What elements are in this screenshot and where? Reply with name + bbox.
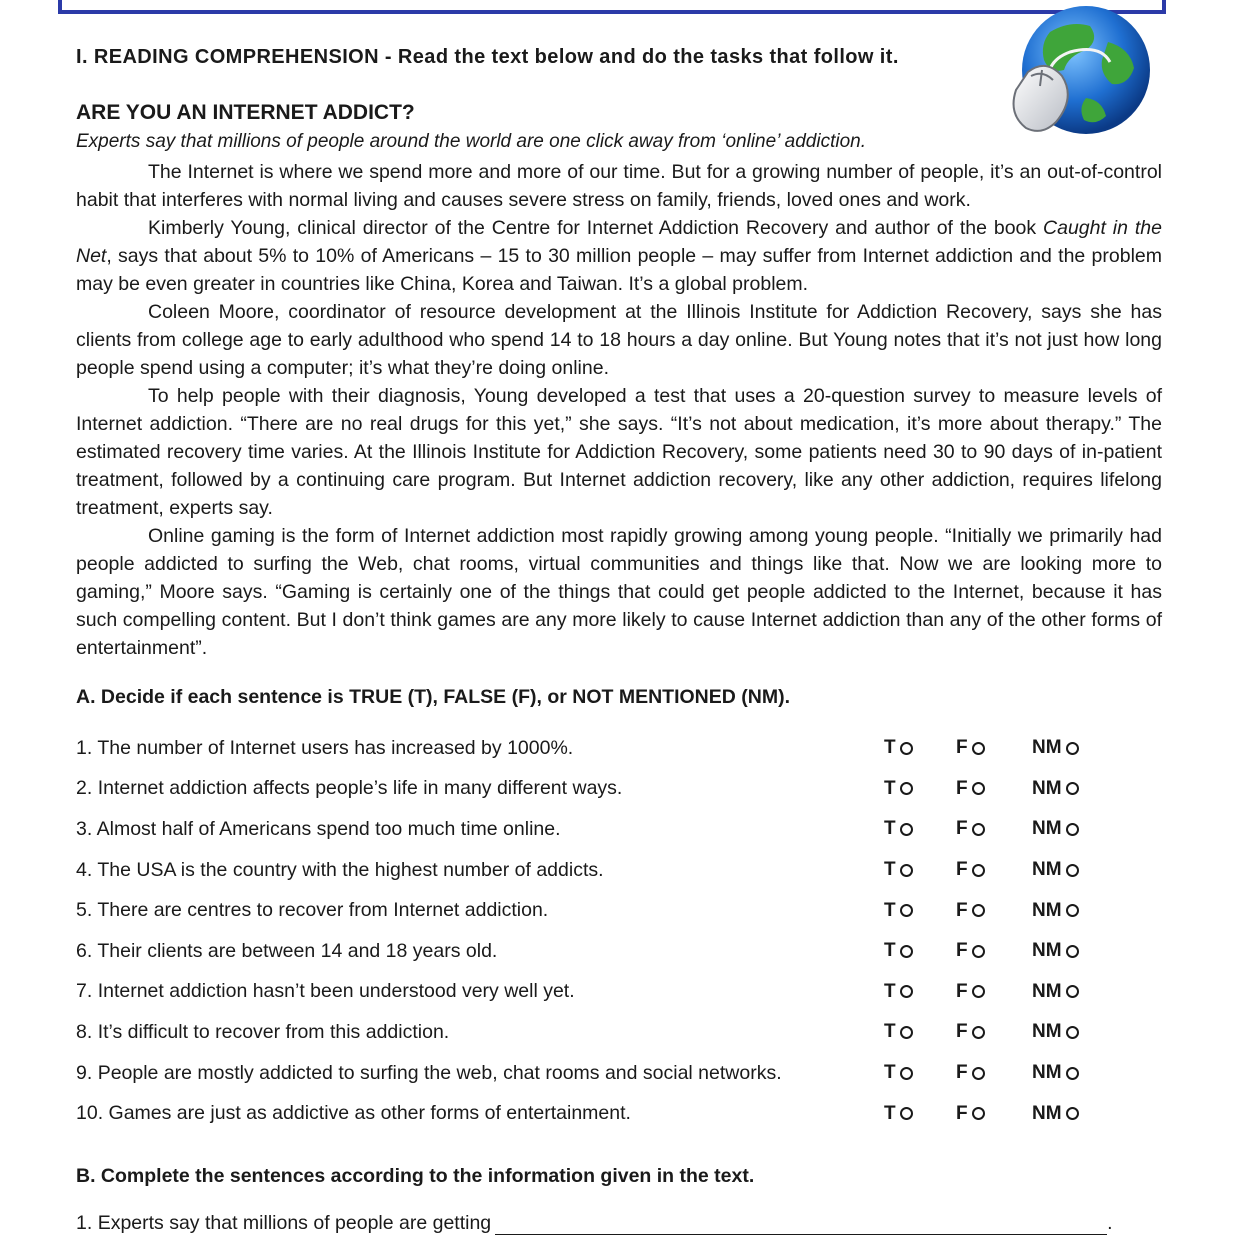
- statement-number: 1.: [76, 736, 93, 759]
- statement-row: [76, 931, 1166, 972]
- statement-row: [76, 728, 1166, 769]
- radio-true[interactable]: [900, 864, 913, 877]
- article-paragraph: The Internet is where we spend more and more of our time. But for a growing number of people, it’s an out-of-control habit that interferes with normal living and causes severe stress on family, friends, loved ones and work.: [76, 161, 1162, 211]
- statement-text: 7. Internet addiction hasn’t been understood very well yet.: [76, 980, 575, 1003]
- radio-not-mentioned[interactable]: [1066, 1026, 1079, 1039]
- option-not-mentioned[interactable]: NM: [1032, 859, 1079, 881]
- option-not-mentioned[interactable]: NM: [1032, 1103, 1079, 1125]
- statement-number: 8.: [76, 1020, 93, 1043]
- radio-not-mentioned[interactable]: [1066, 823, 1079, 836]
- statement-row: [76, 809, 1166, 850]
- option-not-mentioned[interactable]: NM: [1032, 1021, 1079, 1043]
- radio-not-mentioned[interactable]: [1066, 1067, 1079, 1080]
- option-not-mentioned[interactable]: NM: [1032, 778, 1079, 800]
- radio-true[interactable]: [900, 1067, 913, 1080]
- task-b-item: 1. Experts say that millions of people are getting .: [76, 1212, 1113, 1234]
- radio-not-mentioned[interactable]: [1066, 782, 1079, 795]
- book-title: Caught in the Net: [76, 217, 1162, 267]
- radio-true[interactable]: [900, 1026, 913, 1039]
- section-heading: I. READING COMPREHENSION - Read the text below and do the tasks that follow it.: [76, 46, 899, 68]
- radio-false[interactable]: [972, 864, 985, 877]
- statement-number: 7.: [76, 980, 93, 1003]
- option-false[interactable]: F: [956, 737, 985, 759]
- article-paragraph: Coleen Moore, coordinator of resource development at the Illinois Institute for Addiction Recovery, says she has clients from college age to early adulthood who spend 14 to 18 hours a day online. But Young notes that it’s not just how long people spend using a computer; it’s what they’re doing online.: [76, 301, 1162, 379]
- task-b-item-text: Experts say that millions of people are getting: [97, 1212, 492, 1234]
- statement-row: [76, 890, 1166, 931]
- option-false[interactable]: F: [956, 1021, 985, 1043]
- task-b-heading: B. Complete the sentences according to the information given in the text.: [76, 1165, 755, 1187]
- task-b-item-number: 1.: [76, 1212, 93, 1234]
- option-not-mentioned[interactable]: NM: [1032, 940, 1079, 962]
- radio-false[interactable]: [972, 985, 985, 998]
- option-false[interactable]: F: [956, 859, 985, 881]
- radio-false[interactable]: [972, 1107, 985, 1120]
- statement-number: 10.: [76, 1102, 104, 1125]
- option-true[interactable]: T: [884, 859, 913, 881]
- statement-row: [76, 769, 1166, 810]
- statement-text: 6. Their clients are between 14 and 18 years old.: [76, 939, 498, 962]
- option-true[interactable]: T: [884, 1062, 913, 1084]
- option-true[interactable]: T: [884, 1021, 913, 1043]
- radio-false[interactable]: [972, 904, 985, 917]
- option-false[interactable]: F: [956, 900, 985, 922]
- radio-false[interactable]: [972, 742, 985, 755]
- statement-text: 3. Almost half of Americans spend too much time online.: [76, 817, 561, 840]
- statement-text: 4. The USA is the country with the highest number of addicts.: [76, 858, 604, 881]
- answer-blank[interactable]: [495, 1212, 1107, 1235]
- option-true[interactable]: T: [884, 778, 913, 800]
- option-false[interactable]: F: [956, 778, 985, 800]
- globe-mouse-icon: [990, 2, 1160, 152]
- option-true[interactable]: T: [884, 818, 913, 840]
- option-true[interactable]: T: [884, 900, 913, 922]
- statement-number: 3.: [76, 817, 93, 840]
- option-not-mentioned[interactable]: NM: [1032, 818, 1079, 840]
- statement-text: 2. Internet addiction affects people’s life in many different ways.: [76, 777, 623, 800]
- radio-false[interactable]: [972, 782, 985, 795]
- radio-not-mentioned[interactable]: [1066, 742, 1079, 755]
- radio-true[interactable]: [900, 823, 913, 836]
- option-not-mentioned[interactable]: NM: [1032, 900, 1079, 922]
- statement-text: 9. People are mostly addicted to surfing the web, chat rooms and social networks.: [76, 1061, 782, 1084]
- option-false[interactable]: F: [956, 1062, 985, 1084]
- radio-not-mentioned[interactable]: [1066, 864, 1079, 877]
- statement-number: 5.: [76, 899, 93, 922]
- option-true[interactable]: T: [884, 737, 913, 759]
- task-a-heading: A. Decide if each sentence is TRUE (T), FALSE (F), or NOT MENTIONED (NM).: [76, 686, 790, 708]
- radio-false[interactable]: [972, 823, 985, 836]
- option-not-mentioned[interactable]: NM: [1032, 981, 1079, 1003]
- radio-not-mentioned[interactable]: [1066, 945, 1079, 958]
- statement-row: [76, 850, 1166, 891]
- statement-row: [76, 1053, 1166, 1094]
- article-paragraph: To help people with their diagnosis, Young developed a test that uses a 20-question survey to measure levels of Internet addiction. “There are no real drugs for this yet,” she says. “It’s not about medication, it’s more about therapy.” The estimated recovery time varies. At the Illinois Institute for Addiction Recovery, some patients need 30 to 90 days of in-patient treatment, followed by a continuing care program. But Internet addiction recovery, like any other addiction, requires lifelong treatment, experts say.: [76, 385, 1162, 519]
- statement-number: 4.: [76, 858, 93, 881]
- statement-text: 5. There are centres to recover from Internet addiction.: [76, 899, 549, 922]
- article-paragraph: Kimberly Young, clinical director of the Centre for Internet Addiction Recovery and author of the book Caught in the Net, says that about 5% to 10% of Americans – 15 to 30 million people – may suffer from Internet addiction and the problem may be even greater in countries like China, Korea and Taiwan. It’s a global problem.: [76, 217, 1162, 295]
- option-false[interactable]: F: [956, 1103, 985, 1125]
- option-false[interactable]: F: [956, 940, 985, 962]
- statement-number: 9.: [76, 1061, 93, 1084]
- radio-true[interactable]: [900, 904, 913, 917]
- statement-row: [76, 1012, 1166, 1053]
- radio-not-mentioned[interactable]: [1066, 985, 1079, 998]
- task-a-list: [76, 728, 1166, 1134]
- statement-text: 10. Games are just as addictive as other forms of entertainment.: [76, 1102, 631, 1125]
- radio-true[interactable]: [900, 985, 913, 998]
- article-paragraph: Online gaming is the form of Internet addiction most rapidly growing among young people. “Initially we primarily had people addicted to surfing the Web, chat rooms, virtual communities and things like that. Now we are looking more to gaming,” Moore says. “Gaming is certainly one of the things that could get people addicted to the Internet, because it has such compelling content. But I don’t think games are any more likely to cause Internet addiction than any of the other forms of entertainment”.: [76, 525, 1162, 659]
- statement-number: 6.: [76, 939, 93, 962]
- article-subtitle: Experts say that millions of people around the world are one click away from ‘online’ addiction.: [76, 131, 866, 152]
- option-false[interactable]: F: [956, 818, 985, 840]
- article-body: [76, 158, 1162, 662]
- option-not-mentioned[interactable]: NM: [1032, 1062, 1079, 1084]
- option-true[interactable]: T: [884, 981, 913, 1003]
- radio-false[interactable]: [972, 1067, 985, 1080]
- statement-row: [76, 972, 1166, 1013]
- radio-true[interactable]: [900, 742, 913, 755]
- statement-number: 2.: [76, 777, 93, 800]
- radio-true[interactable]: [900, 782, 913, 795]
- statement-row: [76, 1093, 1166, 1134]
- option-true[interactable]: T: [884, 1103, 913, 1125]
- option-not-mentioned[interactable]: NM: [1032, 737, 1079, 759]
- option-true[interactable]: T: [884, 940, 913, 962]
- radio-false[interactable]: [972, 945, 985, 958]
- radio-true[interactable]: [900, 945, 913, 958]
- radio-true[interactable]: [900, 1107, 913, 1120]
- radio-false[interactable]: [972, 1026, 985, 1039]
- statement-text: 1. The number of Internet users has increased by 1000%.: [76, 736, 574, 759]
- statement-text: 8. It’s difficult to recover from this addiction.: [76, 1020, 450, 1043]
- radio-not-mentioned[interactable]: [1066, 904, 1079, 917]
- radio-not-mentioned[interactable]: [1066, 1107, 1079, 1120]
- option-false[interactable]: F: [956, 981, 985, 1003]
- article-title: ARE YOU AN INTERNET ADDICT?: [76, 101, 415, 124]
